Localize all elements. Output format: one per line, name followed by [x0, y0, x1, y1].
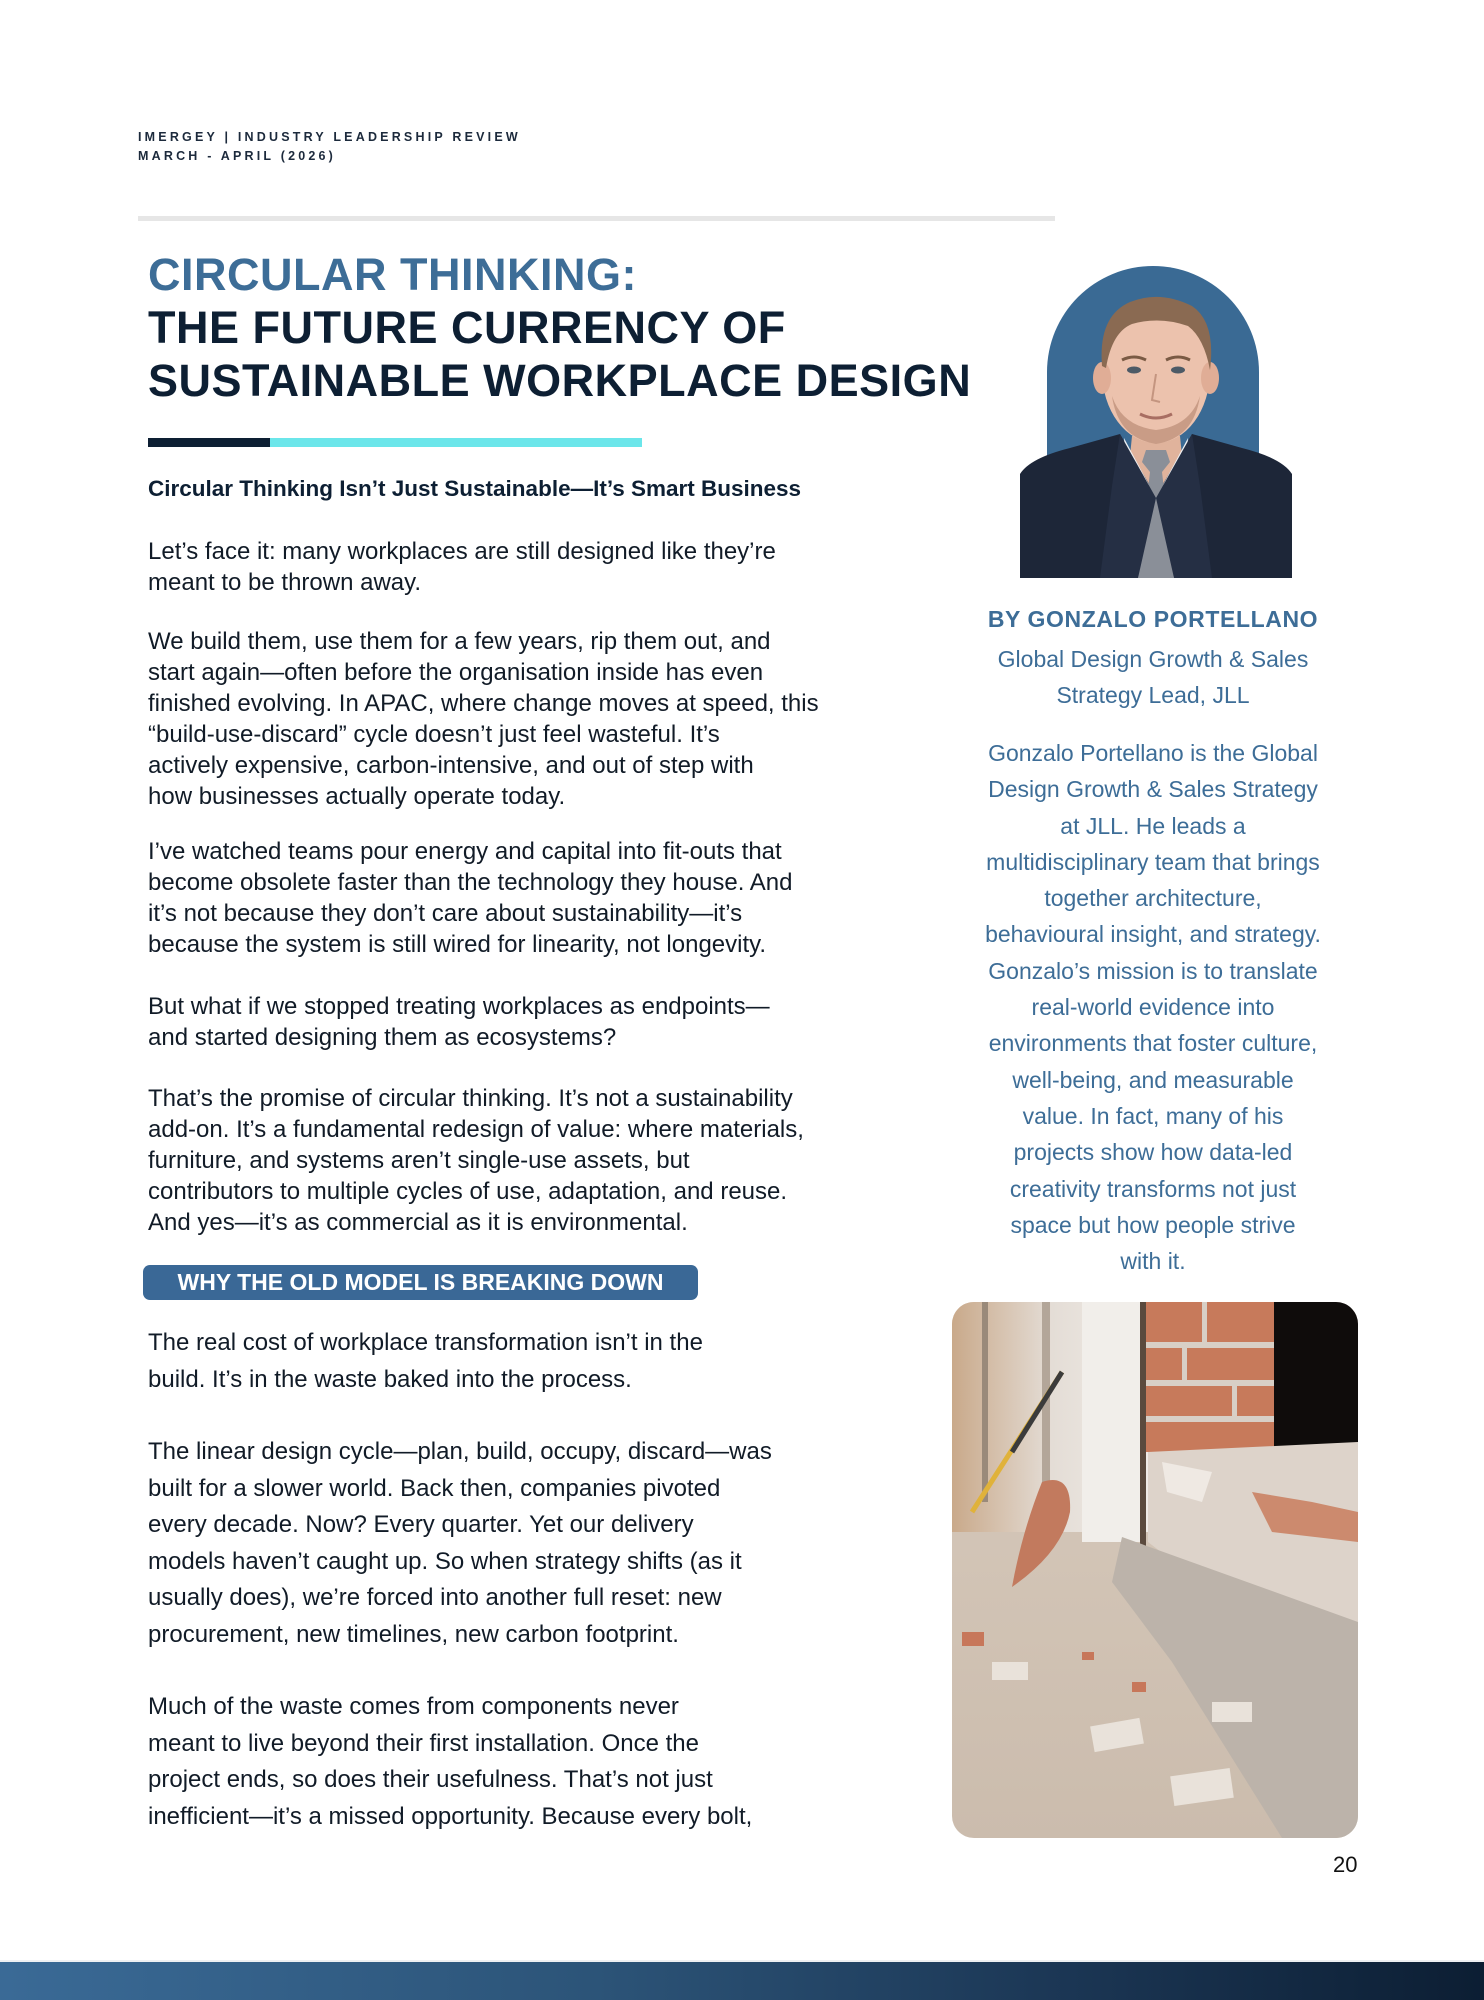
author-portrait: [1020, 266, 1292, 578]
text-line: finished evolving. In APAC, where change moves at speed, this: [148, 690, 819, 717]
bio-line: at JLL. He leads a: [1060, 812, 1246, 839]
title-line-2: THE FUTURE CURRENCY OF: [148, 302, 786, 353]
title-line-3: SUSTAINABLE WORKPLACE DESIGN: [148, 355, 972, 406]
text-line: furniture, and systems aren’t single-use assets, but: [148, 1147, 690, 1174]
text-line: I’ve watched teams pour energy and capital into fit-outs that: [148, 838, 782, 865]
paragraph-1: [148, 536, 776, 598]
bio-line: well-being, and measurable: [1012, 1066, 1294, 1093]
header-divider: [138, 216, 1055, 221]
text-line: models haven’t caught up. So when strategy shifts (as it: [148, 1547, 742, 1575]
bio-line: real-world evidence into: [1031, 994, 1275, 1021]
paragraph-2: [148, 626, 819, 812]
role-line: Strategy Lead, JLL: [1056, 682, 1250, 708]
section-paragraph-3: [148, 1689, 752, 1835]
masthead: [138, 128, 521, 166]
text-line: meant to live beyond their first installation. Once the: [148, 1729, 699, 1757]
text-line: usually does), we’re forced into another full reset: new: [148, 1584, 722, 1611]
author-role: [940, 641, 1366, 713]
page-number: 20: [1333, 1852, 1358, 1877]
section-heading-badge: WHY THE OLD MODEL IS BREAKING DOWN: [143, 1265, 698, 1300]
text-line: contributors to multiple cycles of use, adaptation, and reuse.: [148, 1178, 788, 1205]
footer-gradient-bar: [0, 1962, 1484, 2000]
text-line: build. It’s in the waste baked into the process.: [148, 1365, 632, 1393]
text-line: and started designing them as ecosystems?: [148, 1024, 617, 1051]
bio-line: creativity transforms not just: [1009, 1175, 1297, 1202]
paragraph-4: [148, 991, 770, 1053]
bio-line: environments that foster culture,: [988, 1030, 1318, 1057]
text-line: That’s the promise of circular thinking. It’s not a sustainability: [148, 1085, 793, 1112]
text-line: start again—often before the organisation inside has even: [148, 659, 764, 686]
text-line: become obsolete faster than the technology they house. And: [148, 869, 793, 896]
text-line: built for a slower world. Back then, companies pivoted: [148, 1474, 721, 1502]
title-accent-bar: [148, 438, 642, 447]
text-line: actively expensive, carbon-intensive, and out of step with: [148, 752, 754, 779]
masthead-publication: IMERGEY | INDUSTRY LEADERSHIP REVIEW: [138, 130, 521, 144]
text-line: because the system is still wired for linearity, not longevity.: [148, 931, 767, 958]
article-title: [148, 248, 971, 407]
text-line: procurement, new timelines, new carbon footprint.: [148, 1620, 679, 1648]
paragraph-5: [148, 1083, 804, 1238]
text-line: “build-use-discard” cycle doesn’t just feel wasteful. It’s: [148, 721, 720, 748]
role-line: Global Design Growth & Sales: [997, 646, 1309, 672]
section-paragraph-2: [148, 1434, 772, 1653]
text-line: meant to be thrown away.: [148, 569, 422, 596]
author-byline: BY GONZALO PORTELLANO: [987, 606, 1319, 632]
bio-line: together architecture,: [1044, 885, 1262, 912]
author-bio: [940, 735, 1366, 1279]
masthead-issue-date: MARCH - APRIL (2026): [138, 149, 337, 163]
text-line: it’s not because they don’t care about sustainability—it’s: [148, 900, 743, 927]
text-line: how businesses actually operate today.: [148, 783, 566, 810]
title-line-1: CIRCULAR THINKING:: [148, 249, 637, 300]
text-line: Let’s face it: many workplaces are still designed like they’re: [148, 538, 776, 565]
bio-line: with it.: [1120, 1248, 1186, 1275]
demolition-rubble-photo: [952, 1302, 1358, 1838]
bio-line: Design Growth & Sales Strategy: [988, 776, 1318, 803]
text-line: every decade. Now? Every quarter. Yet our delivery: [148, 1511, 694, 1538]
text-line: The real cost of workplace transformation isn’t in the: [148, 1329, 703, 1356]
bio-line: Gonzalo Portellano is the Global: [988, 740, 1318, 766]
text-line: And yes—it’s as commercial as it is environmental.: [148, 1209, 688, 1236]
text-line: But what if we stopped treating workplaces as endpoints—: [148, 993, 770, 1020]
paragraph-3: [148, 836, 792, 960]
bio-line: Gonzalo’s mission is to translate: [988, 957, 1318, 984]
article-subheading: Circular Thinking Isn’t Just Sustainable—It’s Smart Business: [148, 476, 802, 501]
text-line: add-on. It’s a fundamental redesign of value: where materials,: [148, 1116, 804, 1143]
text-line: We build them, use them for a few years, rip them out, and: [148, 628, 771, 655]
text-line: The linear design cycle—plan, build, occupy, discard—was: [148, 1438, 772, 1465]
bio-line: space but how people strive: [1010, 1211, 1296, 1238]
accent-bar-cyan: [270, 438, 642, 447]
bio-line: value. In fact, many of his: [1022, 1102, 1284, 1129]
bio-line: behavioural insight, and strategy.: [985, 921, 1321, 948]
bio-line: projects show how data-led: [1013, 1139, 1293, 1166]
section-paragraph-1: [148, 1325, 703, 1398]
bio-line: multidisciplinary team that brings: [986, 848, 1320, 875]
accent-bar-dark: [148, 438, 270, 447]
text-line: Much of the waste comes from components never: [148, 1693, 679, 1720]
text-line: inefficient—it’s a missed opportunity. Because every bolt,: [148, 1802, 753, 1830]
text-line: project ends, so does their usefulness. That’s not just: [148, 1766, 713, 1793]
